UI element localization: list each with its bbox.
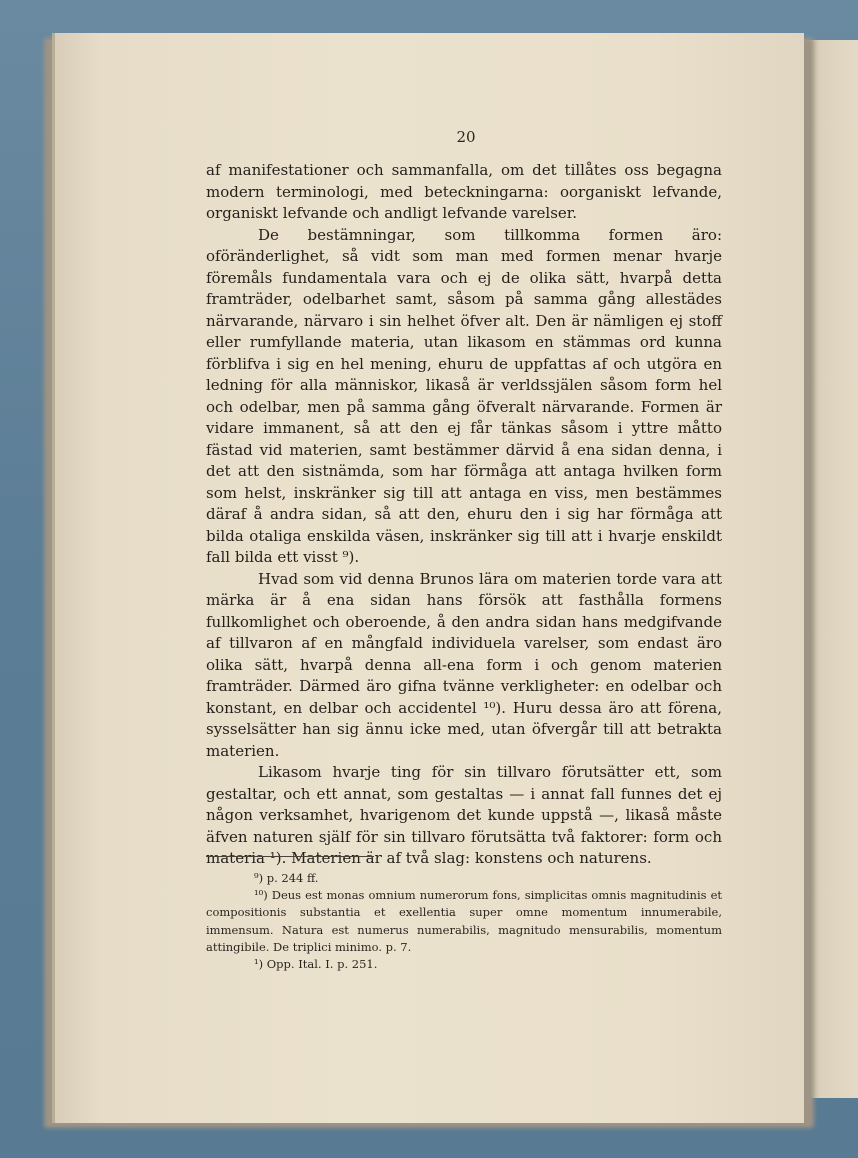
paragraph-4: Likasom hvarje ting för sin tillvaro förutsätter ett, som gestaltar, och ett annat, som gestaltas — i annat fall funnes det ej någon verksamhet, hvarigenom det kunde uppstå —, likaså måste äfven naturen själf för sin tillvaro förutsätta två faktorer: form och materia ¹). Materien är af två slag: konstens och naturens.: [206, 763, 722, 867]
paragraph-1: af manifestationer och sammanfalla, om det tillåtes oss begagna modern terminologi, med beteckningarna: oorganiskt lefvande, organiskt lefvande och andligt lefvande varelser.: [206, 161, 722, 222]
footnote-10: ¹⁰) Deus est monas omnium numerorum fons, simplicitas omnis magnitudinis et compositionis substantia et exellentia super omne momentum innumerabile, immensum. Natura est numerus numerabilis, magnitudo mensurabilis, momentum attingibile. De triplici minimo. p. 7.: [206, 888, 722, 954]
paragraph-2: De bestämningar, som tillkomma formen äro: oföränderlighet, så vidt som man med formen menar hvarje föremåls fundamentala vara och ej de olika sätt, hvarpå detta framträder, odelbarhet samt, såsom på samma gång allestädes närvarande, närvaro i sin helhet öfver alt. Den är nämligen ej stoff eller rumfyllande materia, utan likasom en stämmas ord kunna förblifva i sig en hel mening, ehuru de uppfattas af och utgöra en ledning för alla människor, likaså är verldssjälen såsom form hel och odelbar, men på samma gång öfveralt närvarande. Formen är vidare immanent, så att den ej får tänkas såsom i yttre måtto fästad vid materien, samt bestämmer därvid å ena sidan denna, i det att den sistnämda, som har förmåga att antaga hvilken form som helst, inskränker sig till att antaga en viss, men bestämmes däraf å andra sidan, så att den, ehuru den i sig har förmåga att bilda otaliga enskilda väsen, inskränker sig till att i hvarje enskildt fall bilda ett visst ⁹).: [206, 225, 722, 566]
body-text: [206, 160, 722, 870]
paragraph-3: Hvad som vid denna Brunos lära om materien torde vara att märka är å ena sidan hans försök att fasthålla formens fullkomlighet och oberoende, å den andra sidan hans medgifvande af tillvaron af en mångfald individuela varelser, som endast äro olika sätt, hvarpå denna all-ena form i och genom materien framträder. Därmed äro gifna tvänne verkligheter: en odelbar och konstant, en delbar och accidentel ¹⁰). Huru dessa äro att förena, sysselsätter han sig ännu icke med, utan öfvergår till att betrakta materien.: [206, 569, 722, 760]
footnote-rule: [206, 856, 374, 857]
footnotes: [206, 870, 722, 973]
page-number: 20: [456, 128, 476, 146]
footnote-9: ⁹) p. 244 ff.: [254, 871, 319, 885]
footnote-1: ¹) Opp. Ital. I. p. 251.: [254, 957, 378, 972]
